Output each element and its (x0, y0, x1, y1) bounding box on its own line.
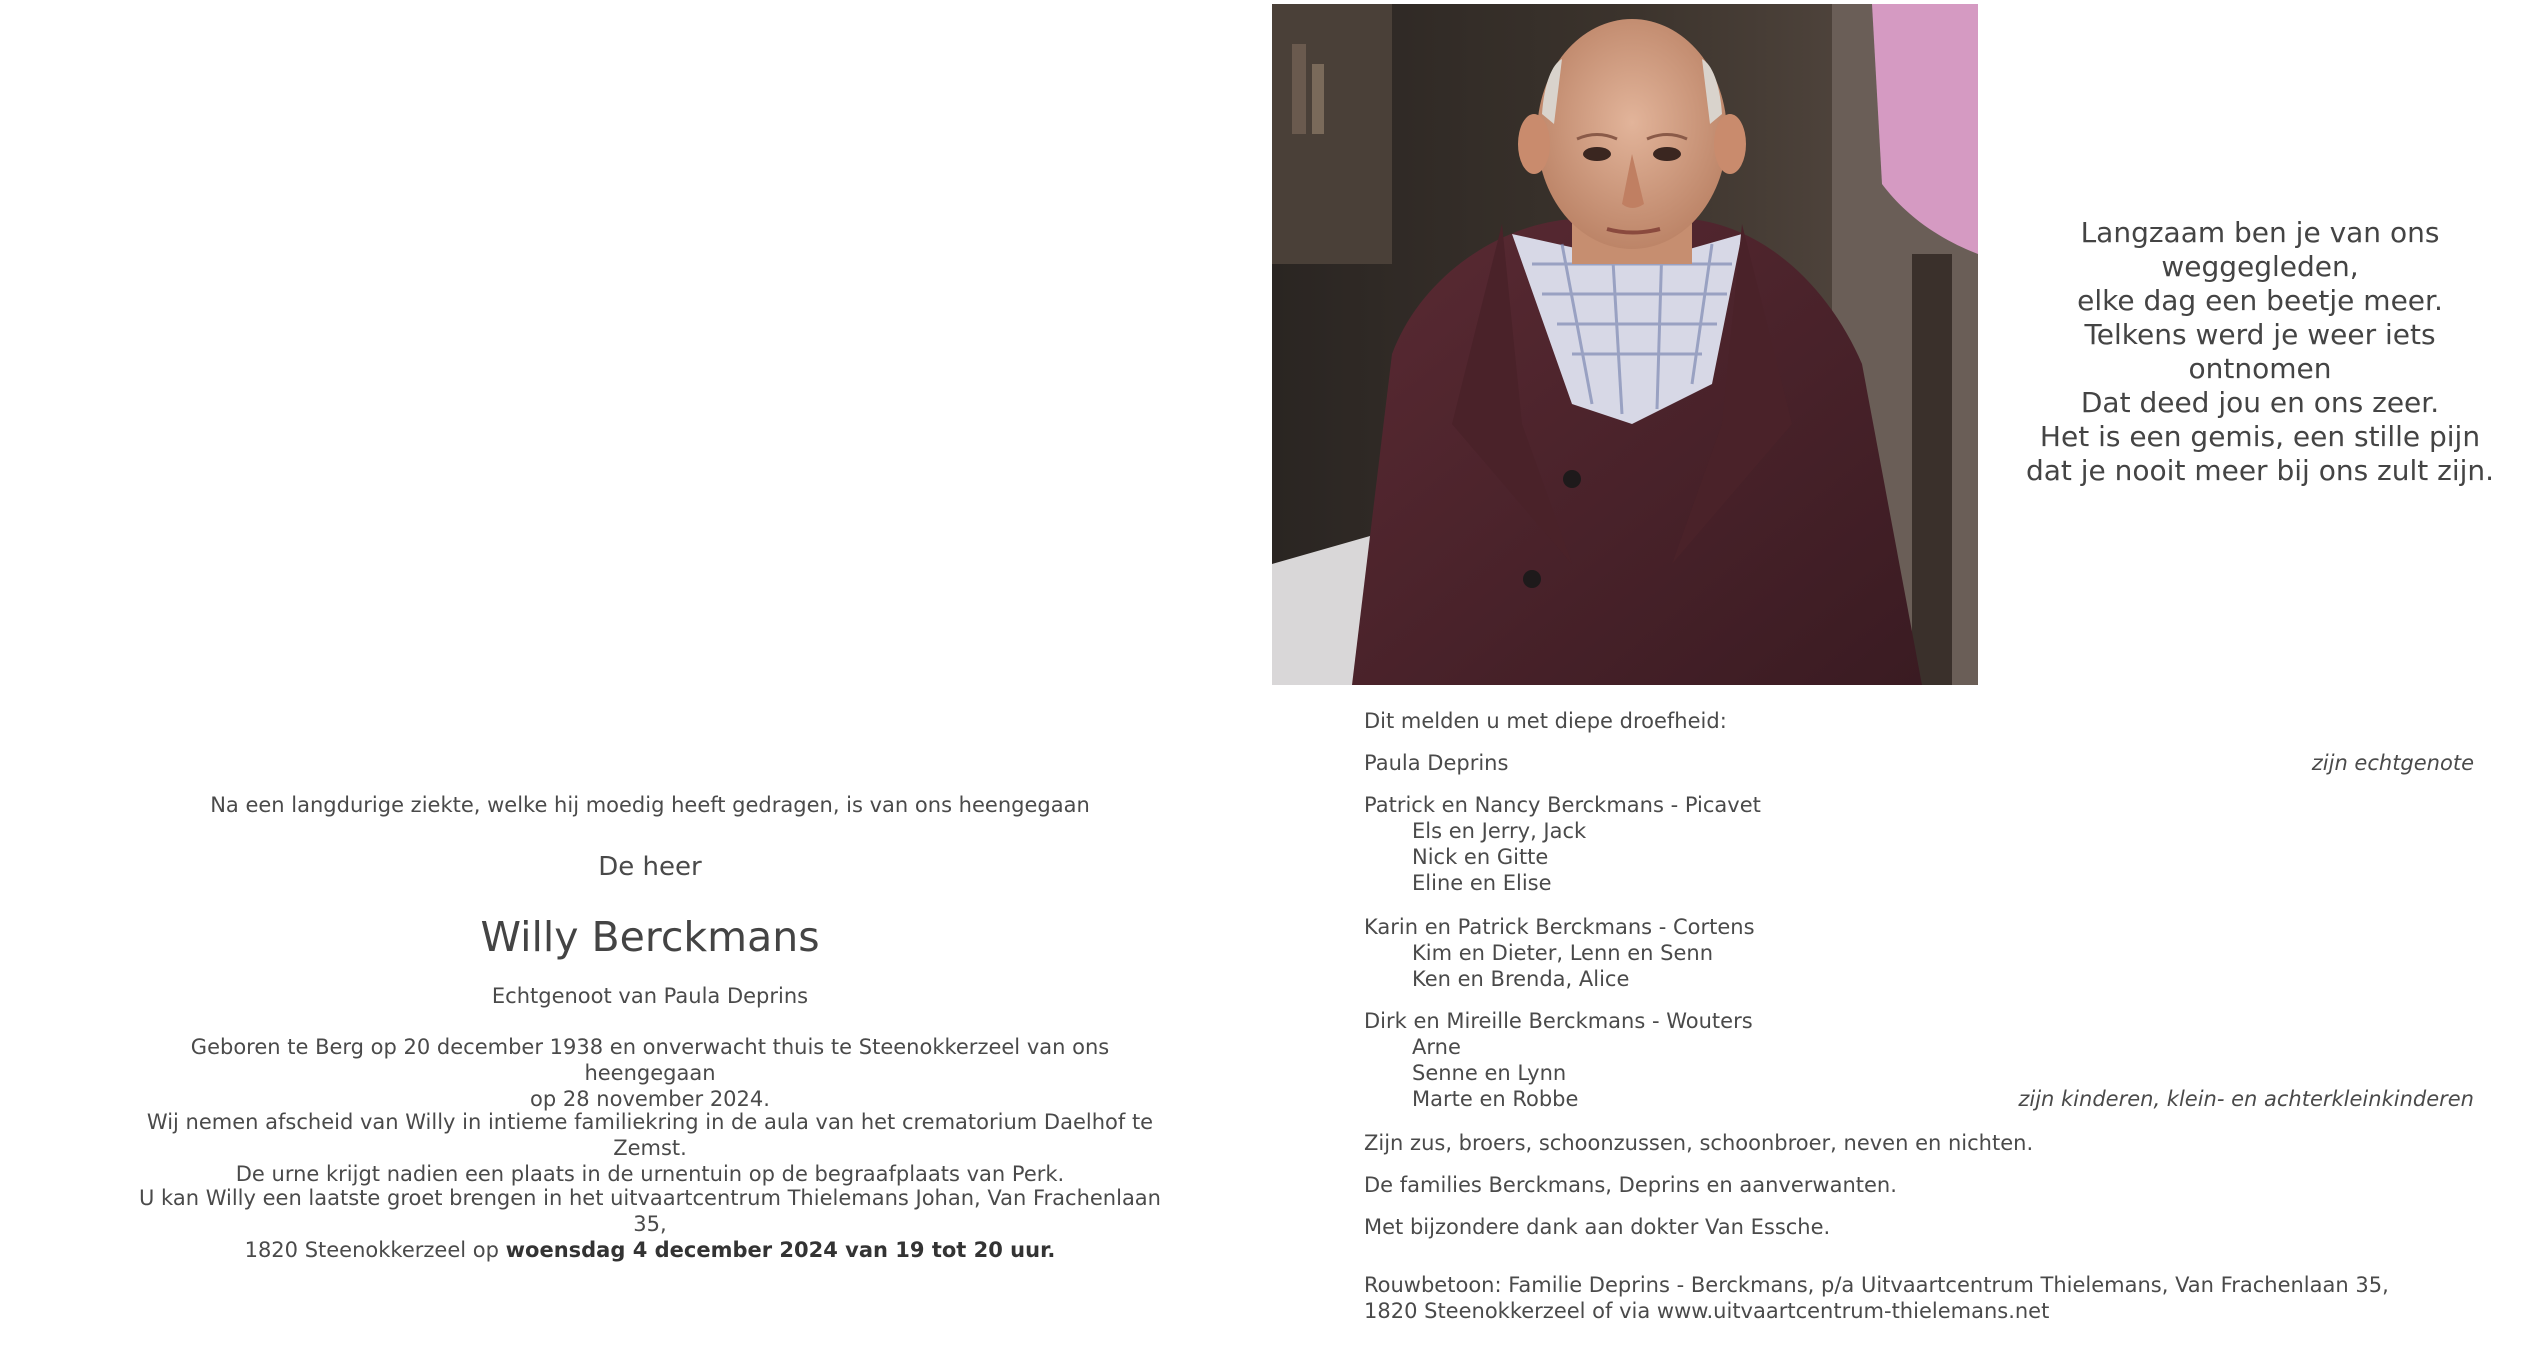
poem-line: Langzaam ben je van ons (2080, 216, 2440, 249)
portrait-illustration (1272, 4, 1978, 685)
children-relation: zijn kinderen, klein- en achterkleinkinderen (2018, 1087, 2474, 1111)
thanks-line: Met bijzondere dank aan dokter Van Essche. (1364, 1215, 1831, 1239)
visit-line-2 (130, 1237, 1170, 1263)
families-line: De families Berckmans, Deprins en aanverwanten. (1364, 1173, 1897, 1197)
poem-line: weggegleden, (2161, 250, 2359, 283)
family-child: Ken en Brenda, Alice (1412, 967, 1630, 991)
family-child: Kim en Dieter, Lenn en Senn (1412, 941, 1714, 965)
family-child: Senne en Lynn (1412, 1061, 1567, 1085)
poem-line: Telkens werd je weer iets ontnomen (2084, 318, 2436, 385)
visit-prefix: 1820 Steenokkerzeel op (244, 1238, 506, 1262)
birth-death-paragraph (130, 1034, 1170, 1112)
honorific: De heer (598, 852, 702, 882)
farewell-line-1: Wij nemen afscheid van Willy in intieme familiekring in de aula van het crematorium Daelhof te Zemst. (146, 1110, 1154, 1160)
mourners-heading: Dit melden u met diepe droefheid: (1364, 709, 1727, 733)
poem-line: elke dag een beetje meer. (2077, 284, 2443, 317)
condolence-line-2: 1820 Steenokkerzeel of via www.uitvaartcentrum-thielemans.net (1364, 1299, 2050, 1323)
family-child: Arne (1412, 1035, 1461, 1059)
farewell-paragraph (130, 1109, 1170, 1187)
family-group-2 (1364, 914, 2474, 992)
family-child: Marte en Robbe (1412, 1087, 1579, 1111)
poem-line: Het is een gemis, een stille pijn (2039, 420, 2481, 453)
visitation-paragraph (130, 1185, 1170, 1263)
spouse-relation: zijn echtgenote (2311, 751, 2474, 775)
visit-datetime: woensdag 4 december 2024 van 19 tot 20 uur. (505, 1238, 1056, 1262)
spouse-line: Echtgenoot van Paula Deprins (491, 984, 809, 1008)
birth-line-2: op 28 november 2024. (530, 1087, 770, 1111)
spouse-row (1364, 750, 2474, 776)
family-head: Patrick en Nancy Berckmans - Picavet (1364, 793, 1761, 817)
farewell-line-2: De urne krijgt nadien een plaats in de urnentuin op de begraafplaats van Perk. (235, 1162, 1065, 1186)
condolence-line-1: Rouwbetoon: Familie Deprins - Berckmans, p/a Uitvaartcentrum Thielemans, Van Frachenlaan 35, (1364, 1273, 2389, 1297)
condolence-address (1364, 1272, 2474, 1324)
family-group-1 (1364, 792, 2474, 896)
family-head: Karin en Patrick Berckmans - Cortens (1364, 915, 1755, 939)
spouse-name: Paula Deprins (1364, 751, 1509, 775)
visit-line-1: U kan Willy een laatste groet brengen in het uitvaartcentrum Thielemans Johan, Van Frachenlaan 35, (139, 1186, 1161, 1236)
birth-line-1: Geboren te Berg op 20 december 1938 en onverwacht thuis te Steenokkerzeel van ons heengegaan (190, 1035, 1110, 1085)
deceased-name: Willy Berckmans (480, 913, 820, 961)
portrait-photo (1272, 4, 1978, 685)
family-head: Dirk en Mireille Berckmans - Wouters (1364, 1009, 1753, 1033)
poem-line: Dat deed jou en ons zeer. (2080, 386, 2440, 419)
poem-line: dat je nooit meer bij ons zult zijn. (2025, 454, 2495, 487)
family-group-3 (1364, 1008, 2474, 1112)
poem (2010, 216, 2510, 488)
family-child: Eline en Elise (1412, 871, 1552, 895)
family-child: Els en Jerry, Jack (1412, 819, 1587, 843)
siblings-line: Zijn zus, broers, schoonzussen, schoonbroer, neven en nichten. (1364, 1131, 2034, 1155)
intro-text: Na een langdurige ziekte, welke hij moedig heeft gedragen, is van ons heengegaan (210, 793, 1090, 817)
family-child: Nick en Gitte (1412, 845, 1549, 869)
